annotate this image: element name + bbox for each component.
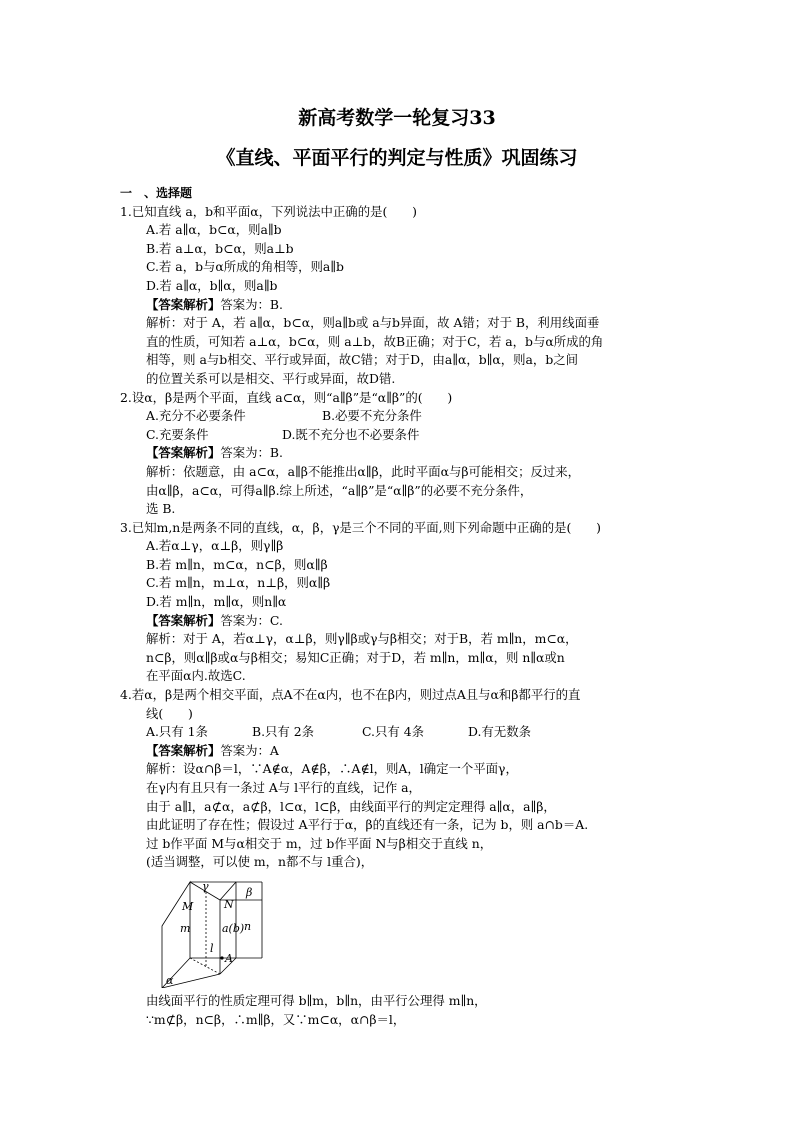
option-row <box>146 407 680 426</box>
answer-tag: 【答案解析】 <box>146 296 221 312</box>
answer-text: 答案为：B. <box>220 296 283 312</box>
option-d: D.有无数条 <box>468 724 531 740</box>
answer-tag: 【答案解析】 <box>146 612 221 628</box>
question-stem: 1.已知直线 a，b和平面α，下列说法中正确的是( ) <box>120 203 417 219</box>
section-heading: 一 、选择题 <box>120 186 193 200</box>
label-gamma: γ <box>202 879 209 893</box>
answer-line <box>146 742 680 761</box>
option-c: C.只有 4条 <box>362 724 424 740</box>
explanation-line: 由此证明了存在性；假设过 A平行于α，β的直线还有一条，记为 b，则 a∩b＝A. <box>146 817 589 833</box>
label-N: N <box>224 897 234 911</box>
option-c: C.若 m∥n，m⊥α，n⊥β，则α∥β <box>146 575 331 591</box>
planes-diagram <box>160 876 280 988</box>
explanation-line: 的位置关系可以是相交、平行或异面，故D错. <box>146 370 396 386</box>
explanation-line: 相等，则 a与b相交、平行或异面，故C错；对于D，由a∥α，b∥α，则a，b之间 <box>146 352 579 368</box>
explanation-line: 由于 a∥l，a⊄α，a⊄β，l⊂α，l⊂β，由线面平行的判定定理得 a∥α，a∥β， <box>146 798 556 814</box>
question-2 <box>120 389 680 519</box>
explanation-line: 在γ内有且只有一条过 A与 l平行的直线，记作 a， <box>146 780 421 795</box>
option-a: A.只有 1条 <box>146 724 208 740</box>
answer-line <box>146 444 680 463</box>
explanation-line: (适当调整，可以使 m，n都不与 l重合)， <box>146 854 374 870</box>
label-beta: β <box>246 885 253 899</box>
option-row <box>146 723 680 742</box>
explanation-line: 选 B. <box>146 501 176 517</box>
answer-text: 答案为：C. <box>220 612 283 628</box>
answer-line <box>146 612 680 631</box>
option-b: B.若 m∥n，m⊂α，n⊂β，则α∥β <box>146 556 328 572</box>
question-stem: 4.若α，β是两个相交平面，点A不在α内，也不在β内，则过点A且与α和β都平行的直 <box>120 687 581 703</box>
option-d: D.若 a∥α，b∥α，则a∥b <box>146 277 278 293</box>
explanation-line: 由线面平行的性质定理可得 b∥m，b∥n，由平行公理得 m∥n， <box>146 992 487 1008</box>
option-row <box>146 426 680 445</box>
option-b: B.必要不充分条件 <box>322 408 422 424</box>
option-d: D.若 m∥n，m∥α，则n∥α <box>146 594 287 610</box>
option-b: B.只有 2条 <box>252 724 315 740</box>
option-a: A.充分不必要条件 <box>146 408 246 424</box>
geometry-figure <box>160 876 280 988</box>
option-d: D.既不充分也不必要条件 <box>282 426 420 442</box>
answer-text: 答案为：B. <box>220 445 283 461</box>
label-alpha: α <box>166 973 174 987</box>
question-4 <box>120 686 680 1029</box>
option-c: C.充要条件 <box>146 426 209 442</box>
option-a: A.若α⊥γ，α⊥β，则γ∥β <box>146 538 284 554</box>
question-stem: 3.已知m,n是两条不同的直线，α，β，γ是三个不同的平面,则下列命题中正确的是( ) <box>120 519 601 535</box>
option-b: B.若 a⊥α，b⊂α，则a⊥b <box>146 240 294 256</box>
question-stem: 2.设α，β是两个平面，直线 a⊂α，则“a∥β”是“α∥β”的( ) <box>120 389 453 405</box>
question-3 <box>120 519 680 686</box>
question-stem-continued: 线( ) <box>146 705 193 721</box>
explanation-line: 直的性质，可知若 a⊥α，b⊂α，则 a⊥b，故B正确；对于C，若 a，b与α所成的角 <box>146 333 604 349</box>
document-title: 新高考数学一轮复习33 <box>298 107 496 129</box>
explanation-line: 解析：对于 A，若α⊥γ，α⊥β，则γ∥β或γ与β相交；对于B，若 m∥n，m⊂α， <box>146 631 578 647</box>
question-1 <box>120 203 680 389</box>
explanation-line: 解析：对于 A，若 a∥α，b⊂α，则a∥b或 a与b异面，故 A错；对于 B，利用线面垂 <box>146 315 600 331</box>
answer-tag: 【答案解析】 <box>146 445 221 461</box>
explanation-line: 在平面α内.故选C. <box>146 668 246 684</box>
explanation-line: n⊂β，则α∥β或α与β相交；易知C正确；对于D，若 m∥n，m∥α，则 n∥α或n <box>146 649 565 665</box>
option-c: C.若 a，b与α所成的角相等，则a∥b <box>146 259 344 275</box>
document-body <box>120 184 680 1029</box>
explanation-line: 由α∥β，a⊂α，可得a∥β.综上所述，“a∥β”是“α∥β”的必要不充分条件， <box>146 482 533 498</box>
explanation-line: 解析：设α∩β＝l，∵A∉α，A∉β，∴A∉l，则A，l确定一个平面γ， <box>146 761 518 777</box>
label-A: A <box>225 951 233 965</box>
document-subtitle: 《直线、平面平行的判定与性质》巩固练习 <box>216 147 578 169</box>
label-n: n <box>244 919 252 933</box>
explanation-line: 过 b作平面 M与α相交于 m，过 b作平面 N与β相交于直线 n， <box>146 835 493 851</box>
label-l: l <box>210 941 214 955</box>
explanation-line: 解析：依题意，由 a⊂α，a∥β不能推出α∥β，此时平面α与β可能相交；反过来， <box>146 463 581 479</box>
label-M: M <box>182 899 194 913</box>
answer-tag: 【答案解析】 <box>146 742 221 758</box>
label-m: m <box>180 921 191 935</box>
answer-text: 答案为：A <box>220 742 279 758</box>
explanation-line: ∵m⊄β，n⊂β，∴m∥β，又∵m⊂α，α∩β＝l， <box>146 1011 406 1027</box>
label-ab: a(b) <box>222 921 245 935</box>
answer-line <box>146 296 680 315</box>
option-a: A.若 a∥α，b⊂α，则a∥b <box>146 222 282 238</box>
